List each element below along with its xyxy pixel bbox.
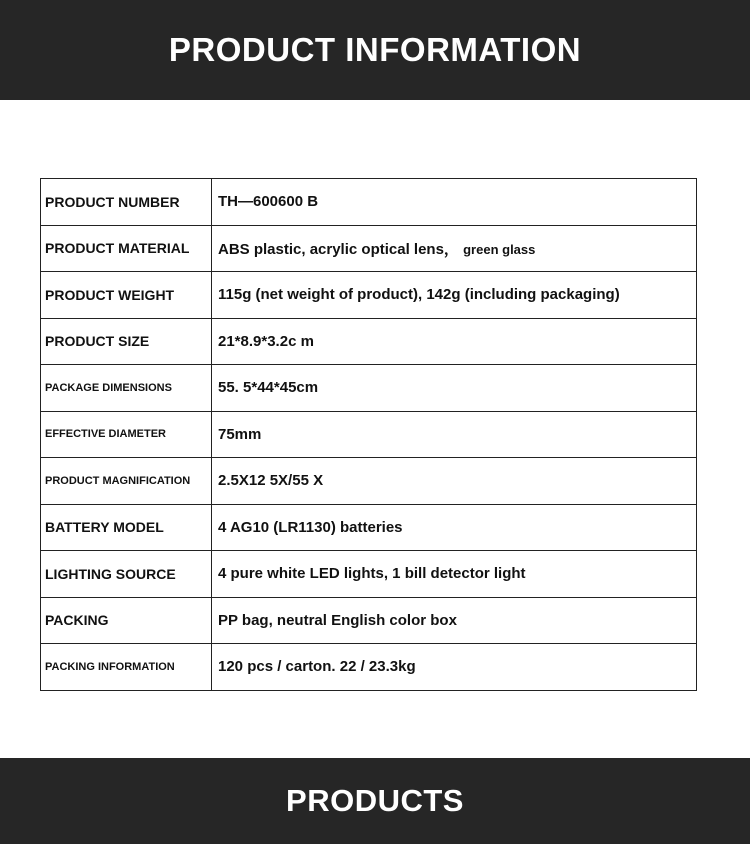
spec-value-cell	[212, 225, 697, 272]
spec-table	[40, 178, 697, 691]
spec-label: PACKING INFORMATION	[41, 644, 212, 691]
spec-label: PRODUCT SIZE	[41, 318, 212, 365]
spec-label: LIGHTING SOURCE	[41, 551, 212, 598]
product-information-banner	[0, 0, 750, 100]
spec-value: 4 AG10 (LR1130) batteries	[212, 504, 697, 551]
section-title: PRODUCTS	[286, 783, 464, 818]
spec-label: PACKAGE DIMENSIONS	[41, 365, 212, 412]
spec-label: PRODUCT NUMBER	[41, 179, 212, 226]
table-row-product-magnification	[41, 458, 697, 505]
table-row-packing-information	[41, 644, 697, 691]
table-row-product-weight	[41, 272, 697, 319]
table-row-lighting-source	[41, 551, 697, 598]
spec-label: PRODUCT WEIGHT	[41, 272, 212, 319]
spec-value: 120 pcs / carton. 22 / 23.3kg	[212, 644, 697, 691]
spec-value: TH—600600 B	[212, 179, 697, 226]
table-row-packing	[41, 597, 697, 644]
table-row-battery-model	[41, 504, 697, 551]
spec-value: 75mm	[212, 411, 697, 458]
table-row-product-material	[41, 225, 697, 272]
products-banner	[0, 758, 750, 844]
spec-value: 55. 5*44*45cm	[212, 365, 697, 412]
spec-value: ABS plastic, acrylic optical lens，	[218, 240, 459, 258]
spec-value-extra: green glass	[463, 241, 536, 257]
spec-label: PRODUCT MATERIAL	[41, 225, 212, 272]
spec-value: 4 pure white LED lights, 1 bill detector light	[212, 551, 697, 598]
spec-value: 115g (net weight of product), 142g (including packaging)	[212, 272, 697, 319]
spec-value: 2.5X12 5X/55 X	[212, 458, 697, 505]
table-row-package-dimensions	[41, 365, 697, 412]
spec-value: 21*8.9*3.2c m	[212, 318, 697, 365]
spec-label: PRODUCT MAGNIFICATION	[41, 458, 212, 505]
spec-value: PP bag, neutral English color box	[212, 597, 697, 644]
table-row-product-number	[41, 179, 697, 226]
table-row-product-size	[41, 318, 697, 365]
spec-label: BATTERY MODEL	[41, 504, 212, 551]
spec-label: PACKING	[41, 597, 212, 644]
spec-label: EFFECTIVE DIAMETER	[41, 411, 212, 458]
table-row-effective-diameter	[41, 411, 697, 458]
page-title: PRODUCT INFORMATION	[168, 31, 582, 68]
